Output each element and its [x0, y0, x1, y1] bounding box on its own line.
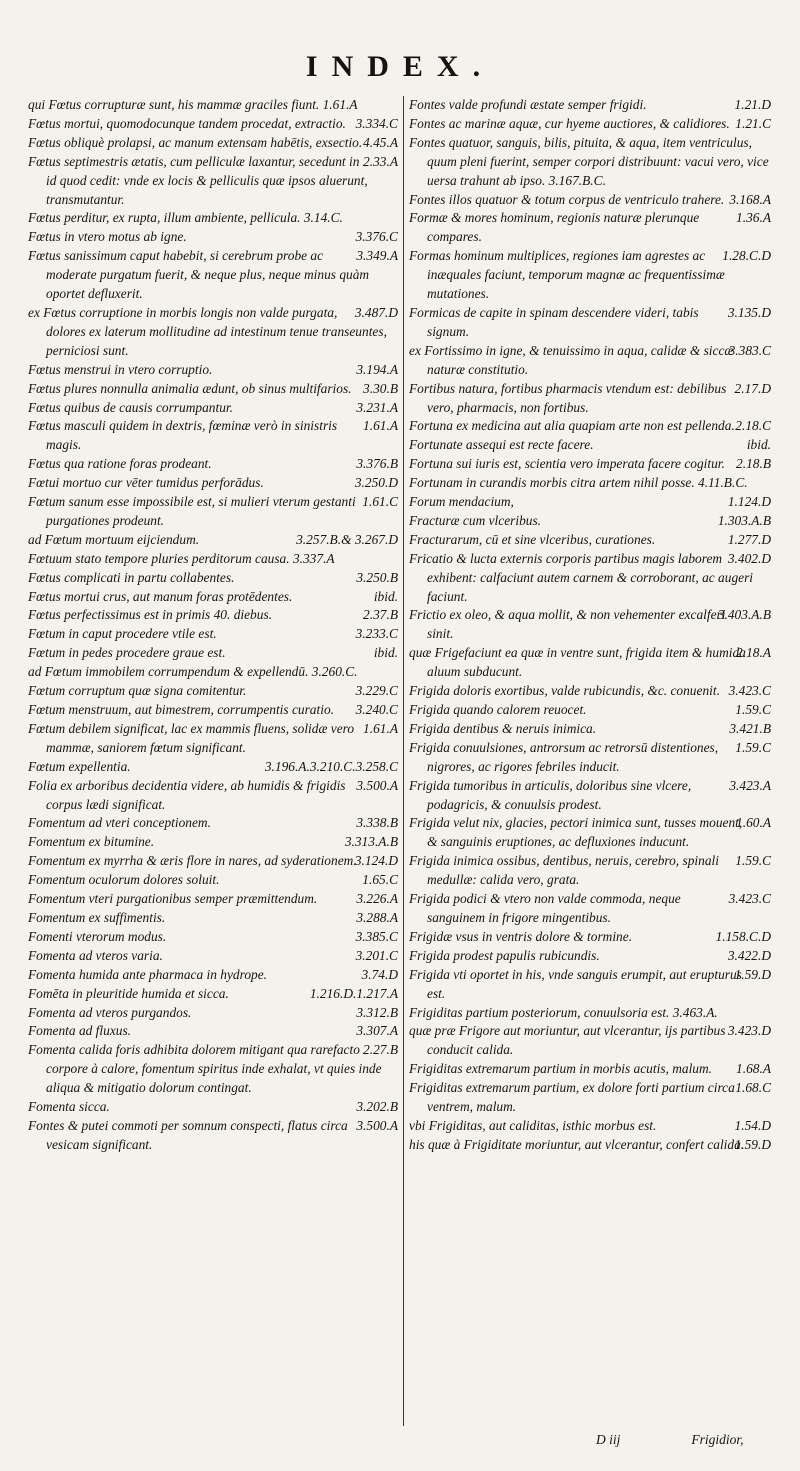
entry-text: Fœtus complicati in partu collabentes. [28, 569, 235, 585]
index-entry [409, 1060, 771, 1079]
entry-text: Fomenta ad vteros purgandos. [28, 1004, 192, 1020]
entry-reference: 3.338.B [356, 815, 398, 831]
index-entry [409, 134, 771, 191]
index-entry [28, 625, 398, 644]
index-entry [409, 644, 771, 682]
entry-text: Fracturæ cum vlceribus. [409, 512, 542, 528]
entry-text: Fomentum oculorum dolores soluit. [28, 872, 220, 888]
entry-reference: 2.18.C [735, 418, 771, 434]
index-entry [28, 758, 398, 777]
entry-text: quæ Frigefaciunt ea quæ in ventre sunt, frigida item & humida aluum subducunt. [409, 645, 746, 680]
index-entry [28, 890, 398, 909]
entry-reference: 2.17.D [734, 380, 771, 396]
entry-text: Fricatio & lucta externis corporis partibus magis laborem exhibent: calfaciunt autem carnem & corroborant, ac augeri faciunt. [409, 550, 754, 604]
entry-reference: 3.500.A [356, 777, 398, 793]
index-entry [28, 247, 398, 304]
entry-text: Fortibus natura, fortibus pharmacis vtendum est: debilibus vero, pharmacis, non fortibus. [409, 380, 727, 415]
entry-reference: 3.229.C [355, 683, 398, 699]
entry-reference: 1.59.C [735, 853, 771, 869]
entry-reference: 1.124.D [727, 494, 771, 510]
index-entry [409, 720, 771, 739]
entry-text: Formæ & mores hominum, regionis naturæ plerunque compares. [409, 210, 700, 245]
entry-reference: ibid. [373, 645, 398, 661]
entry-reference: 3.421.B [729, 720, 771, 736]
entry-text: Fomenta calida foris adhibita dolorem mitigant qua rarefacto corpore à calore, fomentum spiritus inde exhalat, vt quies inde aliqua & mitigatio dolorum contingat. [28, 1042, 382, 1096]
entry-text: qui Fœtus corrupturæ sunt, his mammæ graciles fiunt. 1.61.A [28, 97, 358, 112]
index-entry [409, 531, 771, 550]
entry-reference: 3.423.C [728, 891, 771, 907]
index-entry [409, 380, 771, 418]
page-title: INDEX. [305, 50, 495, 83]
entry-text: Fœtum expellentia. [28, 758, 131, 774]
entry-reference: 3.313.A.B [344, 834, 398, 850]
entry-text: Fomentum ad vteri conceptionem. [28, 815, 211, 831]
entry-reference: 1.68.A [736, 1061, 771, 1077]
entry-reference: 3.240.C [355, 702, 398, 717]
entry-reference: 3.312.B [356, 1004, 398, 1020]
entry-text: Frigiditas partium posteriorum, conuulsoria est. 3.463.A. [409, 1004, 718, 1020]
entry-reference: 3.376.C [355, 229, 398, 245]
entry-text: Fœtum in caput procedere vtile est. [28, 626, 217, 642]
entry-text: Fœtus mortui, quomodocunque tandem procedat, extractio. [28, 115, 346, 131]
entry-text: Frigida podici & vtero non valde commoda, neque sanguinem in frigore mingentibus. [409, 891, 681, 925]
entry-reference: 3.422.D [727, 947, 771, 963]
index-entry [28, 947, 398, 966]
index-entry [28, 966, 398, 985]
index-entry [28, 644, 398, 663]
index-entry [28, 380, 398, 399]
entry-reference: 3.403.A.B [717, 607, 771, 623]
entry-reference: 3.250.B [356, 569, 398, 585]
entry-text: Fœtuum stato tempore pluries perditorum causa. 3.337.A [28, 550, 335, 566]
index-entry [28, 550, 398, 569]
entry-text: Fœtum corruptum quæ signa comitentur. [28, 683, 247, 699]
entry-text: Fontes valde profundi æstate semper frigidi. [409, 97, 647, 112]
entry-text: Fœtus plures nonnulla animalia ædunt, ob sinus multifarios. [28, 380, 352, 396]
entry-text: Forum mendacium, [409, 494, 514, 510]
entry-reference: 3.135.D [727, 304, 771, 320]
entry-reference: 3.74.D [361, 966, 398, 982]
index-entry [28, 682, 398, 701]
entry-text: Fomentum ex myrrha & æris flore in nares, ad syderationem. [28, 853, 357, 869]
index-entry [28, 1041, 398, 1098]
index-entry [28, 96, 398, 115]
entry-text: Fomentum ex suffimentis. [28, 909, 166, 925]
index-entry [28, 720, 398, 758]
index-entry [28, 833, 398, 852]
entry-text: Fomenta ad vteros varia. [28, 947, 163, 963]
index-entry [409, 814, 771, 852]
entry-text: Fomenta sicca. [28, 1099, 110, 1115]
entry-text: vbi Frigiditas, aut caliditas, isthic morbus est. [409, 1117, 657, 1133]
index-entry [409, 96, 771, 115]
index-entry [28, 1022, 398, 1041]
entry-text: Fœtus quibus de causis corrumpantur. [28, 399, 233, 415]
index-entry [409, 474, 771, 493]
index-entry [409, 682, 771, 701]
entry-text: Fortunate assequi est recte facere. [409, 437, 594, 453]
index-entry [28, 115, 398, 134]
index-entry [28, 1098, 398, 1117]
entry-reference: 3.194.A [356, 361, 398, 377]
index-entry [409, 966, 771, 1004]
entry-reference: 3.233.C [355, 626, 398, 642]
index-entry [409, 606, 771, 644]
left-column [28, 96, 398, 1155]
entry-reference: 3.307.A [356, 1023, 398, 1039]
entry-reference: 3.250.D [354, 475, 398, 491]
entry-reference: 2.33.A [363, 153, 398, 169]
entry-text: Fontes quatuor, sanguis, bilis, pituita, & aqua, item ventriculus, quum pleni fuerint, semper corpori distribuunt: vacui vero, vice uersa trahunt ab ipso. 3.167.B.C. [409, 134, 769, 188]
entry-reference: 3.487.D [354, 304, 398, 320]
entry-text: Fœtum in pedes procedere graue est. [28, 645, 226, 661]
entry-text: ex Fortissimo in igne, & tenuissimo in aqua, calidæ & siccæ naturæ constitutio. [409, 342, 734, 377]
index-entry [409, 1117, 771, 1136]
index-entry [409, 890, 771, 928]
entry-text: Frigida velut nix, glacies, pectori inimica sunt, tusses mouent, & sanguinis eruptiones, ac defluxiones inducunt. [409, 815, 743, 850]
entry-reference: 1.61.C [362, 494, 398, 510]
entry-text: Fontes & putei commoti per somnum conspecti, flatus circa vesicam significant. [28, 1117, 348, 1152]
entry-text: Frigida dentibus & neruis inimica. [409, 720, 597, 736]
entry-text: Fœtus in vtero motus ab igne. [28, 229, 187, 245]
entry-reference: 2.18.A [736, 645, 771, 661]
entry-text: Frigida vti oportet in his, vnde sanguis erumpit, aut erupturus est. [409, 966, 742, 1001]
entry-reference: 3.383.C [728, 342, 771, 358]
entry-text: Frigida conuulsiones, antrorsum ac retrorsū distentiones, nigrores, ac rigores febriles inducit. [409, 739, 719, 774]
entry-text: Fœtus sanissimum caput habebit, si cerebrum probe ac moderate purgatum fuerit, & neque plus, neque minus quàm oportet defluxerit. [28, 248, 370, 302]
entry-text: Formas hominum multiplices, regiones iam agrestes ac inæquales faciunt, temporum magnæ ac frequentissimæ mutationes. [409, 248, 725, 302]
entry-text: Fœtum menstruum, aut bimestrem, corrumpentis curatio. [28, 702, 334, 717]
index-entry [409, 191, 771, 210]
entry-reference: 3.124.D [354, 853, 398, 869]
entry-text: Fracturarum, cū et sine vlceribus, curationes. [409, 531, 656, 547]
entry-reference: 1.59.C [735, 739, 771, 755]
index-entry [28, 417, 398, 455]
entry-text: Frigida prodest papulis rubicundis. [409, 947, 600, 963]
index-entry [28, 985, 398, 1004]
entry-text: Frigida tumoribus in articulis, doloribus sine vlcere, podagricis, & conuulsis prodest. [409, 777, 692, 812]
entry-text: Fomenta ad fluxus. [28, 1023, 132, 1039]
entry-reference: 3.202.B [356, 1099, 398, 1115]
entry-text: Frigida quando calorem reuocet. [409, 702, 587, 717]
entry-text: Fortuna ex medicina aut alia quapiam arte non est pellenda. [409, 418, 735, 434]
entry-text: Fomēta in pleuritide humida et sicca. [28, 985, 229, 1001]
catchword: Frigidior, [691, 1432, 744, 1447]
entry-text: Fœtus septimestris ætatis, cum pelliculæ laxantur, secedunt in id quod cedit: vnde ex locis & pelliculis quæ ipsos aluerunt, transmutantur. [28, 153, 368, 207]
entry-text: Frigiditas extremarum partium, ex dolore forti partium circa ventrem, malum. [409, 1080, 735, 1115]
index-entry [28, 493, 398, 531]
entry-reference: 1.158.C.D [715, 928, 771, 944]
entry-text: Frigidæ vsus in ventris dolore & tormine. [409, 928, 633, 944]
index-entry [28, 531, 398, 550]
index-entry [28, 871, 398, 890]
index-entry [28, 1004, 398, 1023]
entry-reference: 1.61.A [363, 418, 398, 434]
index-entry [28, 814, 398, 833]
index-entry [28, 304, 398, 361]
index-entry [409, 550, 771, 607]
index-entry [28, 701, 398, 720]
entry-text: Folia ex arboribus decidentia videre, ab humidis & frigidis corpus lædi significat. [28, 777, 346, 812]
index-entry [409, 777, 771, 815]
right-column [409, 96, 771, 1155]
entry-reference: 3.196.A.3.210.C.3.258.C [264, 758, 398, 774]
index-entry [28, 852, 398, 871]
index-entry [28, 606, 398, 625]
entry-text: Fomenti vterorum modus. [28, 928, 167, 944]
entry-reference: 3.30.B [363, 380, 398, 396]
entry-reference: 1.216.D.1.217.A [309, 985, 398, 1001]
index-entry [28, 1117, 398, 1155]
entry-reference: ibid. [746, 437, 771, 453]
entry-reference: 1.61.A [363, 720, 398, 736]
entry-text: Frigida doloris exortibus, valde rubicundis, &c. conuenit. [409, 683, 720, 699]
entry-reference: 3.385.C [355, 928, 398, 944]
entry-text: Fœtum sanum esse impossibile est, si mulieri vterum gestanti purgationes prodeunt. [28, 494, 356, 528]
entry-reference: 1.54.D [734, 1117, 771, 1133]
entry-text: Frigiditas extremarum partium in morbis acutis, malum. [409, 1061, 713, 1077]
entry-reference: 1.277.D [727, 531, 771, 547]
entry-text: his quæ à Frigiditate moriuntur, aut vlcerantur, confert calida. [409, 1136, 745, 1152]
entry-reference: 1.21.C [735, 115, 771, 131]
index-entry [28, 361, 398, 380]
entry-reference: 3.349.A [356, 248, 398, 264]
entry-reference: 3.231.A [356, 399, 398, 415]
index-entry [409, 247, 771, 304]
entry-text: ex Fœtus corruptione in morbis longis non valde purgata, dolores ex laterum mollitudine ad intestinum tenue transeuntes, perniciosi sunt. [28, 304, 387, 358]
index-entry [409, 1079, 771, 1117]
index-entry [409, 512, 771, 531]
index-entry [409, 701, 771, 720]
index-entry [409, 417, 771, 436]
entry-reference: 1.65.C [362, 872, 398, 888]
index-entry [28, 569, 398, 588]
index-entry [409, 739, 771, 777]
entry-reference: 1.21.D [734, 97, 771, 112]
index-entry [28, 663, 398, 682]
index-entry [409, 342, 771, 380]
index-entry [409, 304, 771, 342]
entry-text: Fœtus qua ratione foras prodeant. [28, 456, 212, 472]
index-entry [28, 455, 398, 474]
index-entry [409, 115, 771, 134]
entry-reference: 2.37.B [363, 607, 398, 623]
entry-reference: 3.201.C [355, 947, 398, 963]
entry-reference: 2.18.B [736, 456, 771, 472]
entry-text: Formicas de capite in spinam descendere videri, tabis signum. [409, 304, 699, 339]
entry-text: Fortunam in curandis morbis citra artem nihil posse. 4.11.B.C. [409, 475, 748, 491]
entry-reference: 3.288.A [356, 909, 398, 925]
index-entry [28, 588, 398, 607]
index-entry [409, 455, 771, 474]
entry-reference: 3.423.D [727, 1023, 771, 1039]
entry-reference: 1.68.C [735, 1080, 771, 1096]
index-entry [28, 134, 398, 153]
entry-text: Fontes illos quatuor & totum corpus de ventriculo trahere. [409, 191, 725, 207]
index-entry [409, 436, 771, 455]
entry-text: Fontes ac marinæ aquæ, cur hyeme auctiores, & calidiores. [409, 115, 730, 131]
entry-text: Fortuna sui iuris est, scientia vero imperata facere cogitur. [409, 456, 725, 472]
entry-text: Fœtus masculi quidem in dextris, fœminæ verò in sinistris magis. [28, 418, 338, 453]
entry-text: Fœtus mortui crus, aut manum foras protēdentes. [28, 588, 293, 604]
index-entry [409, 928, 771, 947]
entry-text: Frigida inimica ossibus, dentibus, neruis, cerebro, spinali medullæ: calida vero, grata. [409, 853, 719, 888]
entry-text: Fœtus obliquè prolapsi, ac manum extensam habētis, exsectio. [28, 134, 363, 150]
entry-reference: 4.45.A [363, 134, 398, 150]
entry-text: Fœtus perfectissimus est in primis 40. diebus. [28, 607, 273, 623]
entry-text: Fomentum ex bitumine. [28, 834, 155, 850]
entry-reference: 3.402.D [727, 550, 771, 566]
index-entry [409, 209, 771, 247]
index-entry [28, 228, 398, 247]
index-entry [409, 493, 771, 512]
entry-reference: ibid. [373, 588, 398, 604]
index-entry [409, 852, 771, 890]
entry-reference: 1.59.D [734, 1136, 771, 1152]
entry-reference: 3.168.A [729, 191, 771, 207]
entry-text: Fœtui mortuo cur vēter tumidus perforādus. [28, 475, 264, 491]
entry-text: Fœtus perditur, ex rupta, illum ambiente, pellicula. 3.14.C. [28, 210, 343, 226]
entry-text: Fœtus menstrui in vtero corruptio. [28, 361, 213, 377]
entry-text: quæ præ Frigore aut moriuntur, aut vlcerantur, ijs partibus conducit calida. [409, 1023, 726, 1058]
entry-text: Fomenta humida ante pharmaca in hydrope. [28, 966, 268, 982]
page-footer [596, 1432, 744, 1448]
column-divider [403, 96, 404, 1426]
entry-reference: 3.423.A [729, 777, 771, 793]
entry-text: ad Fœtum immobilem corrumpendum & expellendū. 3.260.C. [28, 664, 358, 680]
entry-text: ad Fœtum mortuum eijciendum. [28, 531, 200, 547]
entry-reference: 2.27.B [363, 1042, 398, 1058]
entry-reference: 3.423.C [728, 683, 771, 699]
index-entry [28, 474, 398, 493]
entry-reference: 1.28.C.D [722, 248, 771, 264]
entry-reference: 3.376.B [356, 456, 398, 472]
entry-reference: 1.60.A [736, 815, 771, 831]
entry-text: Frictio ex oleo, & aqua mollit, & non vehementer excalferi sinit. [409, 607, 726, 642]
entry-reference: 1.36.A [736, 210, 771, 226]
index-entry [28, 909, 398, 928]
index-entry [409, 1022, 771, 1060]
entry-text: Fomentum vteri purgationibus semper præmittendum. [28, 891, 318, 907]
entry-reference: 1.59.D [734, 966, 771, 982]
entry-reference: 3.334.C [355, 115, 398, 131]
entry-text: Fœtum debilem significat, lac ex mammis fluens, solidæ vero mammæ, saniorem fœtum significant. [28, 720, 355, 755]
index-entry [28, 153, 398, 210]
index-entry [409, 1004, 771, 1023]
entry-reference: 1.59.C [735, 702, 771, 717]
signature-mark: D iij [596, 1432, 621, 1447]
entry-reference: 3.500.A [356, 1117, 398, 1133]
index-entry [28, 928, 398, 947]
index-entry [409, 1136, 771, 1155]
entry-reference: 3.226.A [356, 891, 398, 907]
index-entry [409, 947, 771, 966]
entry-reference: 1.303.A.B [717, 512, 771, 528]
entry-reference: 3.257.B.& 3.267.D [296, 531, 398, 547]
index-entry [28, 209, 398, 228]
index-entry [28, 399, 398, 418]
index-entry [28, 777, 398, 815]
